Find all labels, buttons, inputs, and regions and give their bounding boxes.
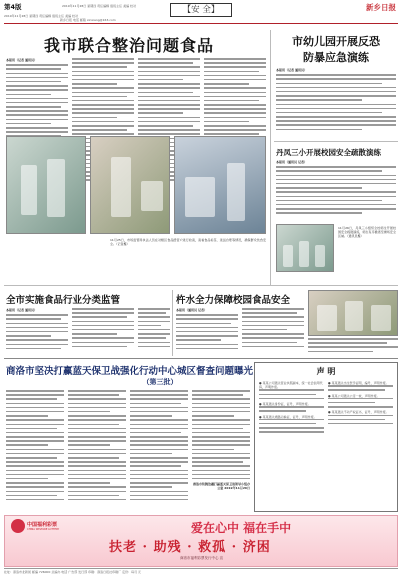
newspaper-logo: 新乡日报: [366, 3, 396, 12]
page-footer: 社址：商洛市北新街 邮编 726000 总编办 电话 广告部 发行部 印刷：商洛日报社印刷厂 定价：每月 元: [4, 568, 398, 574]
air-quality-subhead: （第三批）: [142, 377, 178, 386]
lower-divider: [4, 358, 398, 359]
middle-divider-top: [4, 285, 398, 286]
right-divider-1: [274, 141, 398, 142]
regulation-col-1: [6, 308, 68, 356]
notice-item: ● 某某公司遗失营业执照副本，统一社会信用代码，声明作废。: [259, 381, 323, 390]
notice-item: ● 某某遗失道路运输证，证号，声明作废。: [259, 414, 317, 419]
ad-slogan-primary: 爱在心中 福在手中: [191, 521, 292, 535]
kindergarten-headline-2: 防暴应急演练: [303, 51, 369, 64]
kindergarten-story-text: [276, 68, 396, 138]
regulation-headline: 全市实施食品行业分类监管: [6, 295, 121, 306]
cafeteria-photo: [308, 290, 398, 336]
school-food-col-1: [176, 308, 238, 356]
cafeteria-caption-lines: [308, 338, 398, 356]
air-quality-headline: 商洛市坚决打赢蓝天保卫战强化行动中心城区督查问题曝光: [6, 366, 254, 377]
lottery-brand-sub: CHINA WELFARE LOTTERY: [27, 528, 60, 531]
lottery-logo-icon: [11, 519, 25, 533]
drill-photo-caption: 11月26日，丹凤三小组织全校师生开展校园安全疏散演练，师生有序撤离至操场安全区域。（通讯员摄）: [338, 226, 396, 239]
kindergarten-byline: 本报讯（记者 通讯员）: [276, 68, 308, 72]
editor-line: 2019年11月28日 星期四 责任编辑 值班主任 美编 校对: [62, 4, 137, 8]
section-label: 【安 全】: [170, 3, 232, 17]
air-quality-signoff: 商洛市铁腕治霾打赢蓝天保卫战领导小组办公室 2019年11月26日: [192, 482, 250, 491]
inspection-photo-3: [174, 136, 266, 234]
school-food-headline: 杵水全力保障校园食品安全: [176, 295, 291, 306]
kindergarten-headline-1: 市幼儿园开展反恐: [292, 35, 380, 48]
inspection-photo-2: [90, 136, 170, 234]
notice-title: 声 明: [316, 366, 336, 376]
inspection-photo-1: [6, 136, 86, 234]
main-byline: 本报讯（记者 通讯员）: [6, 58, 38, 62]
air-quality-col-3: [130, 390, 188, 510]
ad-slogan-secondary: 扶老 · 助残 · 救孤 · 济困: [109, 540, 271, 555]
air-quality-col-4: [192, 390, 250, 510]
ad-sponsor: 商洛市福利彩票发行中心 宣: [180, 556, 224, 560]
school-food-col-2: [242, 308, 304, 356]
header-rule: [4, 23, 398, 24]
main-photo-caption: 11月25日，市场监管局执法人员在对辖区食品经营户进行检查，查看食品标签、进货台账等情况，确保群众饮食安全。（记者摄）: [110, 238, 266, 247]
drill-headline: 丹凤三小开展校园安全疏散演练: [276, 148, 381, 157]
regulation-col-2: [72, 308, 134, 356]
regulation-col-3: [138, 308, 170, 356]
notice-item: ● 某某遗失身份证，证号，声明作废。: [259, 401, 311, 406]
school-food-byline: 本报讯（通讯员 记者）: [176, 308, 208, 312]
page-number: 第4版: [4, 3, 22, 11]
drill-byline: 本报讯（通讯员 记者）: [276, 160, 308, 164]
date-line: 2019年11月28日 星期四 责任编辑 值班主任 美编 校对: [4, 14, 79, 18]
column-divider: [270, 30, 271, 285]
drill-photo: [276, 224, 334, 272]
drill-story-text: [276, 160, 396, 222]
air-quality-col-1: [6, 390, 64, 510]
middle-column-divider: [172, 290, 173, 356]
lottery-ad-banner: [4, 515, 398, 567]
notice-item: ● 某某遗失出生医学证明，编号，声明作废。: [328, 381, 389, 385]
notice-item: ● 某某公司遗失公章一枚，声明作废。: [328, 393, 380, 398]
notice-item: ● 某某遗失不动产权证书，证号，声明作废。: [328, 410, 389, 415]
air-quality-col-2: [68, 390, 126, 510]
main-headline: 我市联合整治问题食品: [44, 36, 215, 55]
regulation-byline: 本报讯（记者 通讯员）: [6, 308, 38, 312]
lottery-brand: 中国福利彩票: [27, 522, 58, 528]
issue-line: 新乡日报 电话 邮箱 xinxiang@163.com: [60, 18, 116, 22]
notice-box: [254, 362, 398, 512]
